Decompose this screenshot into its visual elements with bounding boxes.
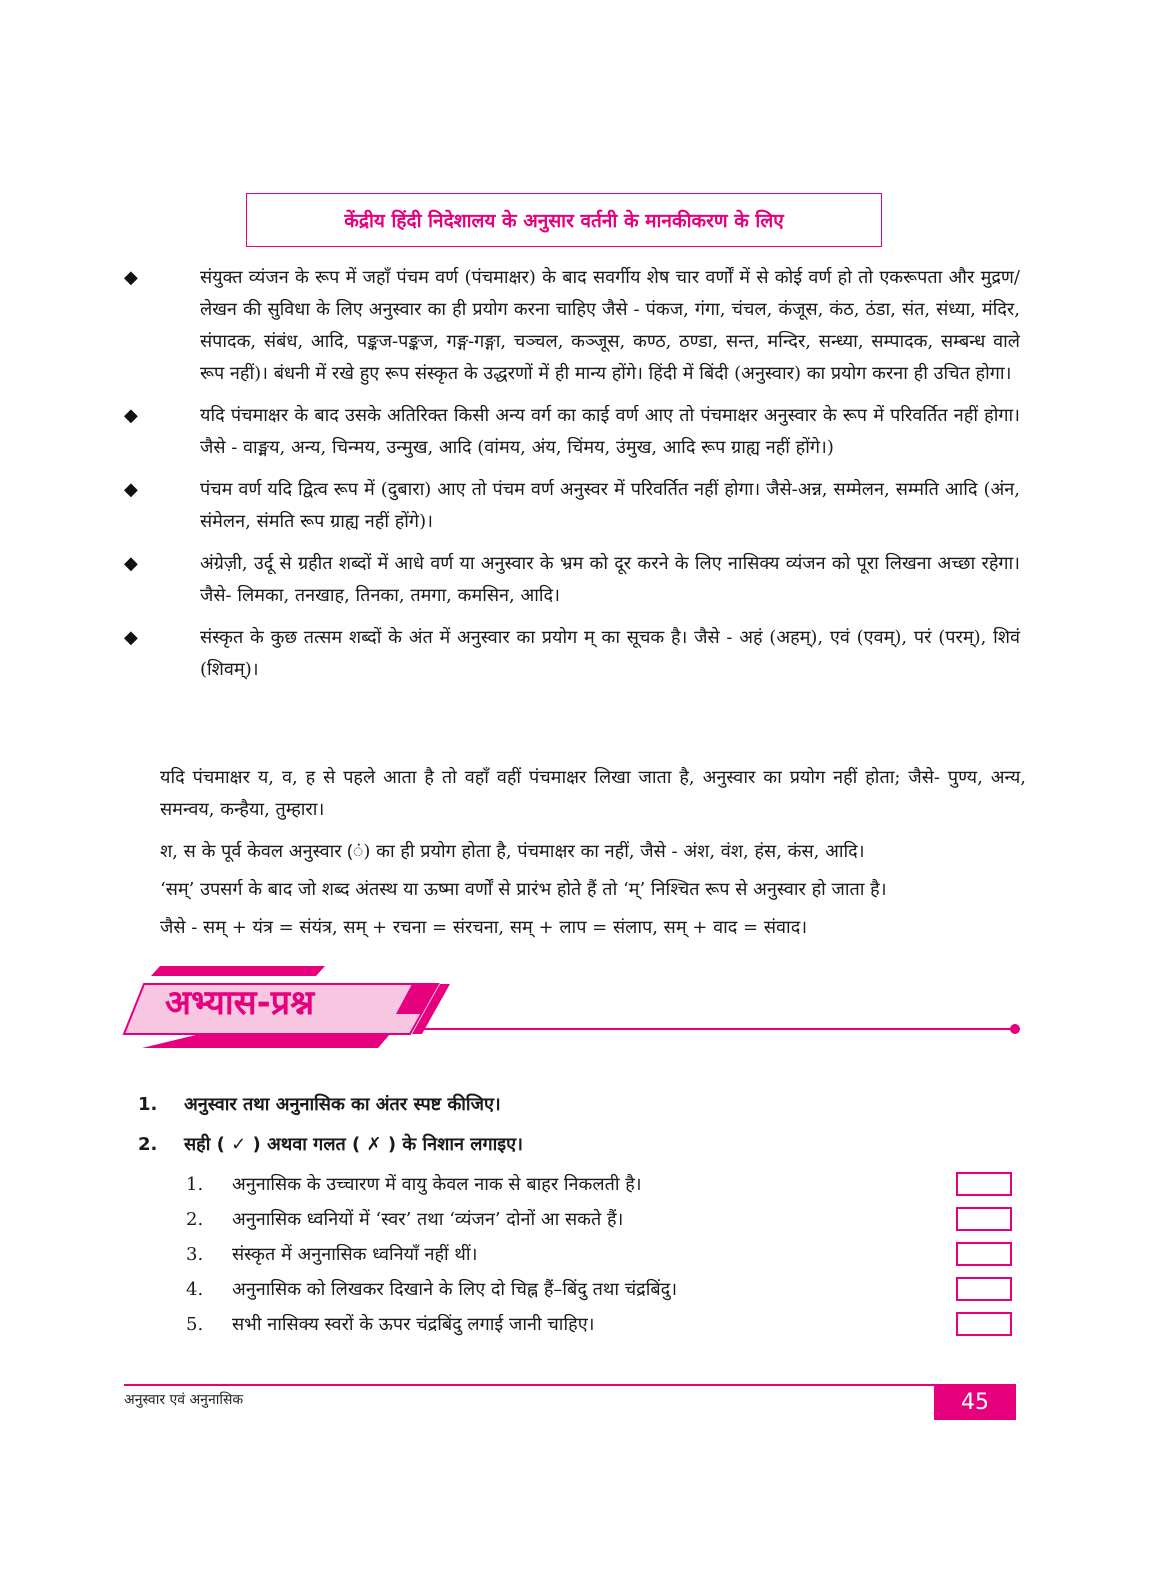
bullet-item	[124, 548, 1024, 612]
question-1	[138, 1090, 1018, 1120]
item-number: 4.	[186, 1279, 204, 1300]
paragraph: श, स के पूर्व केवल अनुस्वार (ं) का ही प्रयोग होता है, पंचमाक्षर का नहीं, जैसे - अंश, वंश, हंस, कंस, आदि।	[160, 841, 865, 862]
footer-chapter-title: अनुस्वार एवं अनुनासिक	[124, 1392, 244, 1408]
bullet-item	[124, 474, 1024, 538]
paragraph: जैसे - सम् + यंत्र = संयंत्र, सम् + रचना = संरचना, सम् + लाप = संलाप, सम् + वाद = संवाद।	[160, 917, 808, 938]
bullet-text: संस्कृत के कुछ तत्सम शब्दों के अंत में अनुस्वार का प्रयोग म् का सूचक है। जैसे - अहं (अहम्), एवं (एवम्), परं (परम्), शिवं (शिवम्)।	[200, 627, 1020, 680]
banner-rule-dot	[1010, 1024, 1020, 1034]
item-text: अनुनासिक को लिखकर दिखाने के लिए दो चिह्न हैं–बिंदु तथा चंद्रबिंदु।	[232, 1279, 678, 1300]
question-number: 2.	[138, 1134, 158, 1155]
section-header-box	[246, 193, 882, 247]
true-false-item	[186, 1275, 1018, 1310]
question-2	[138, 1130, 1018, 1160]
item-text: संस्कृत में अनुनासिक ध्वनियाँ नहीं थीं।	[232, 1244, 478, 1265]
item-number: 3.	[186, 1244, 204, 1265]
banner-bottom-stripe	[142, 1034, 390, 1048]
page-number: 45	[934, 1384, 1016, 1420]
section-header-title: केंद्रीय हिंदी निदेशालय के अनुसार वर्तनी के मानकीकरण के लिए	[344, 210, 784, 232]
bullet-text: यदि पंचमाक्षर के बाद उसके अतिरिक्त किसी अन्य वर्ग का काई वर्ण आए तो पंचमाक्षर अनुस्वार के रूप में परिवर्तित नहीं होगा। जैसे - वाङ्मय, अन्य, चिन्मय, उन्मुख, आदि (वांमय, अंय, चिंमय, उंमुख, आदि रूप ग्राह्य नहीं होंगे।)	[200, 405, 1020, 458]
item-number: 2.	[186, 1209, 204, 1230]
question-number: 1.	[138, 1094, 158, 1115]
true-false-item	[186, 1240, 1018, 1275]
bullet-text: अंग्रेज़ी, उर्दू से ग्रहीत शब्दों में आधे वर्ण या अनुस्वार के भ्रम को दूर करने के लिए नासिक्य व्यंजन को पूरा लिखना अच्छा रहेगा। जैसे- लिमका, तनखाह, तिनका, तमगा, कमसिन, आदि।	[200, 553, 1020, 606]
bullet-item	[124, 622, 1024, 686]
true-false-item	[186, 1205, 1018, 1240]
item-text: सभी नासिक्य स्वरों के ऊपर चंद्रबिंदु लगाई जानी चाहिए।	[232, 1314, 595, 1335]
rules-bullet-list	[124, 262, 1024, 696]
diamond-bullet-icon: ◆	[124, 627, 138, 648]
diamond-bullet-icon: ◆	[124, 553, 138, 574]
paragraph: यदि पंचमाक्षर य, व, ह से पहले आता है तो वहाँ वहीं पंचमाक्षर लिखा जाता है, अनुस्वार का प्रयोग नहीं होता; जैसे- पुण्य, अन्य, समन्वय, कन्हैया, तुम्हारा।	[160, 767, 1026, 820]
answer-box[interactable]	[956, 1207, 1012, 1231]
item-text: अनुनासिक ध्वनियों में ‘स्वर’ तथा ‘व्यंजन’ दोनों आ सकते हैं।	[232, 1209, 624, 1230]
true-false-item	[186, 1310, 1018, 1345]
exercise-title: अभ्यास-प्रश्न	[165, 983, 315, 1023]
bullet-text: पंचम वर्ण यदि द्वित्व रूप में (दुबारा) आए तो पंचम वर्ण अनुस्वर में परिवर्तित नहीं होगा। जैसे-अन्न, सम्मेलन, सम्मति आदि (अंन, संमेलन, संमति रूप ग्राह्य नहीं होंगे)।	[200, 479, 1020, 532]
banner-top-stripe	[151, 966, 325, 976]
item-number: 5.	[186, 1314, 204, 1335]
answer-box[interactable]	[956, 1172, 1012, 1196]
true-false-list	[186, 1170, 1018, 1345]
bullet-text: संयुक्त व्यंजन के रूप में जहाँ पंचम वर्ण (पंचमाक्षर) के बाद सवर्गीय शेष चार वर्णों में से कोई वर्ण हो तो एकरूपता और मुद्रण/लेखन की सुविधा के लिए अनुस्वार का ही प्रयोग करना चाहिए जैसे - पंकज, गंगा, चंचल, कंजूस, कंठ, ठंडा, संत, संध्या, मंदिर, संपादक, संबंध, आदि, पङ्कज-पङ्कज, गङ्ग-गङ्गा, चञ्चल, कञ्जूस, कण्ठ, ठण्डा, सन्त, मन्दिर, सन्ध्या, सम्पादक, सम्बन्ध वाले रूप नहीं)। बंधनी में रखे हुए रूप संस्कृत के उद्धरणों में ही मान्य होंगे। हिंदी में बिंदी (अनुस्वार) का प्रयोग करना ही उचित होगा।	[200, 267, 1020, 384]
answer-box[interactable]	[956, 1312, 1012, 1336]
item-text: अनुनासिक के उच्चारण में वायु केवल नाक से बाहर निकलती है।	[232, 1174, 642, 1195]
answer-box[interactable]	[956, 1242, 1012, 1266]
footer-rule	[124, 1384, 1016, 1386]
exercise-questions	[138, 1090, 1018, 1345]
answer-box[interactable]	[956, 1277, 1012, 1301]
rules-paragraphs	[160, 762, 1026, 944]
bullet-item	[124, 400, 1024, 464]
true-false-item	[186, 1170, 1018, 1205]
diamond-bullet-icon: ◆	[124, 405, 138, 426]
diamond-bullet-icon: ◆	[124, 479, 138, 500]
bullet-item	[124, 262, 1024, 390]
diamond-bullet-icon: ◆	[124, 267, 138, 288]
question-text: सही ( ✓ ) अथवा गलत ( ✗ ) के निशान लगाइए।	[184, 1134, 523, 1155]
paragraph: ‘सम्’ उपसर्ग के बाद जो शब्द अंतस्थ या ऊष्मा वर्णों से प्रारंभ होते हैं तो ‘म्’ निश्चित रूप से अनुस्वार हो जाता है।	[160, 879, 887, 900]
item-number: 1.	[186, 1174, 204, 1195]
question-text: अनुस्वार तथा अनुनासिक का अंतर स्पष्ट कीजिए।	[184, 1094, 501, 1115]
